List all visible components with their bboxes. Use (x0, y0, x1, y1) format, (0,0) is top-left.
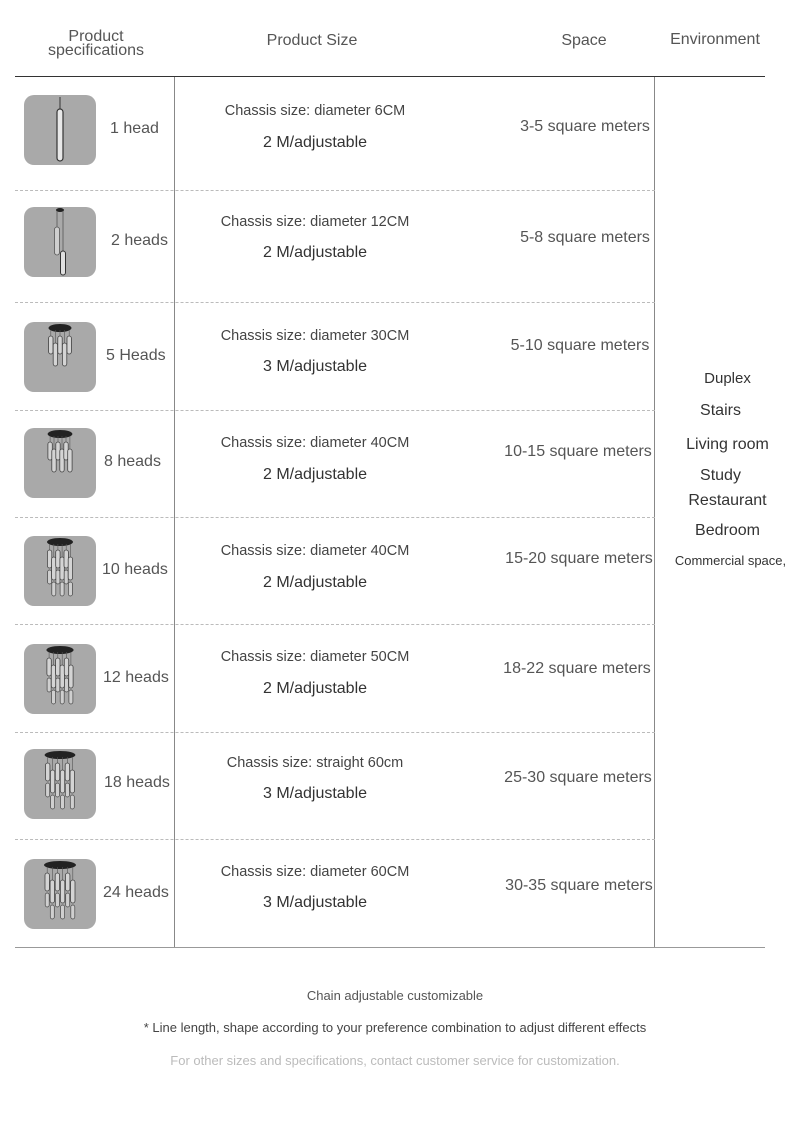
chassis-size: Chassis size: diameter 30CM (220, 328, 410, 344)
chassis-size: Chassis size: diameter 60CM (220, 864, 410, 880)
heads-count: 18 heads (104, 774, 170, 791)
pendant-lamp-icon (24, 859, 96, 929)
note-contact-service: For other sizes and specifications, contact customer service for customization. (170, 1053, 620, 1068)
heads-count: 5 Heads (106, 347, 166, 364)
environment-item: Stairs (700, 402, 741, 419)
pendant-lamp-icon (24, 644, 96, 714)
space-range: 10-15 square meters (504, 443, 652, 460)
header-environment: Environment (670, 31, 760, 48)
product-thumbnail (24, 428, 96, 498)
space-range: 15-20 square meters (505, 550, 653, 567)
heads-count: 1 head (110, 120, 159, 137)
table-row (15, 839, 655, 947)
cable-length: 3 M/adjustable (262, 785, 368, 802)
space-range: 18-22 square meters (503, 660, 651, 677)
heads-count: 12 heads (103, 669, 169, 686)
product-thumbnail (24, 749, 96, 819)
pendant-lamp-icon (24, 322, 96, 392)
table-row (15, 410, 655, 517)
space-range: 3-5 square meters (520, 118, 650, 135)
table-row (15, 624, 655, 732)
heads-count: 24 heads (103, 884, 169, 901)
space-range: 25-30 square meters (504, 769, 652, 786)
chassis-size: Chassis size: diameter 50CM (220, 649, 410, 665)
pendant-lamp-icon (24, 95, 96, 165)
table-row (15, 732, 655, 839)
header-product-specifications-label: Product specifications (47, 28, 145, 59)
environment-item: Restaurant (688, 492, 767, 509)
cable-length: 2 M/adjustable (262, 574, 368, 591)
space-range: 5-10 square meters (510, 337, 650, 354)
cable-length: 2 M/adjustable (262, 244, 368, 261)
pendant-lamp-icon (24, 207, 96, 277)
product-thumbnail (24, 207, 96, 277)
environment-item: Bedroom (695, 522, 760, 539)
note-line-length: * Line length, shape according to your preference combination to adjust different effects (143, 1020, 647, 1035)
product-thumbnail (24, 95, 96, 165)
chassis-size: Chassis size: straight 60cm (226, 755, 404, 771)
chassis-size: Chassis size: diameter 40CM (220, 543, 410, 559)
table-header (0, 0, 790, 77)
product-thumbnail (24, 322, 96, 392)
chassis-size: Chassis size: diameter 12CM (220, 214, 410, 230)
note-chain-adjustable: Chain adjustable customizable (306, 988, 484, 1003)
chassis-size: Chassis size: diameter 40CM (220, 435, 410, 451)
heads-count: 8 heads (104, 453, 161, 470)
pendant-lamp-icon (24, 428, 96, 498)
pendant-lamp-icon (24, 536, 96, 606)
cable-length: 3 M/adjustable (262, 358, 368, 375)
cable-length: 2 M/adjustable (262, 134, 368, 151)
product-thumbnail (24, 536, 96, 606)
pendant-lamp-icon (24, 749, 96, 819)
environment-item: Duplex (704, 370, 751, 387)
environment-item: Living room (686, 436, 769, 453)
table-row (15, 77, 655, 190)
space-range: 30-35 square meters (505, 877, 653, 894)
heads-count: 10 heads (102, 561, 168, 578)
product-thumbnail (24, 859, 96, 929)
table-bottom-divider (15, 947, 765, 948)
table-row (15, 302, 655, 410)
environment-item: Study (700, 467, 741, 484)
table-row (15, 517, 655, 624)
cable-length: 2 M/adjustable (262, 680, 368, 697)
header-product-size: Product Size (266, 32, 358, 49)
cable-length: 3 M/adjustable (262, 894, 368, 911)
header-product-specifications (40, 30, 152, 58)
environment-item: Commercial space, (674, 553, 787, 568)
space-range: 5-8 square meters (520, 229, 650, 246)
chassis-size: Chassis size: diameter 6CM (224, 103, 406, 119)
cable-length: 2 M/adjustable (262, 466, 368, 483)
heads-count: 2 heads (111, 232, 168, 249)
product-thumbnail (24, 644, 96, 714)
header-space: Space (561, 32, 607, 49)
table-row (15, 190, 655, 302)
